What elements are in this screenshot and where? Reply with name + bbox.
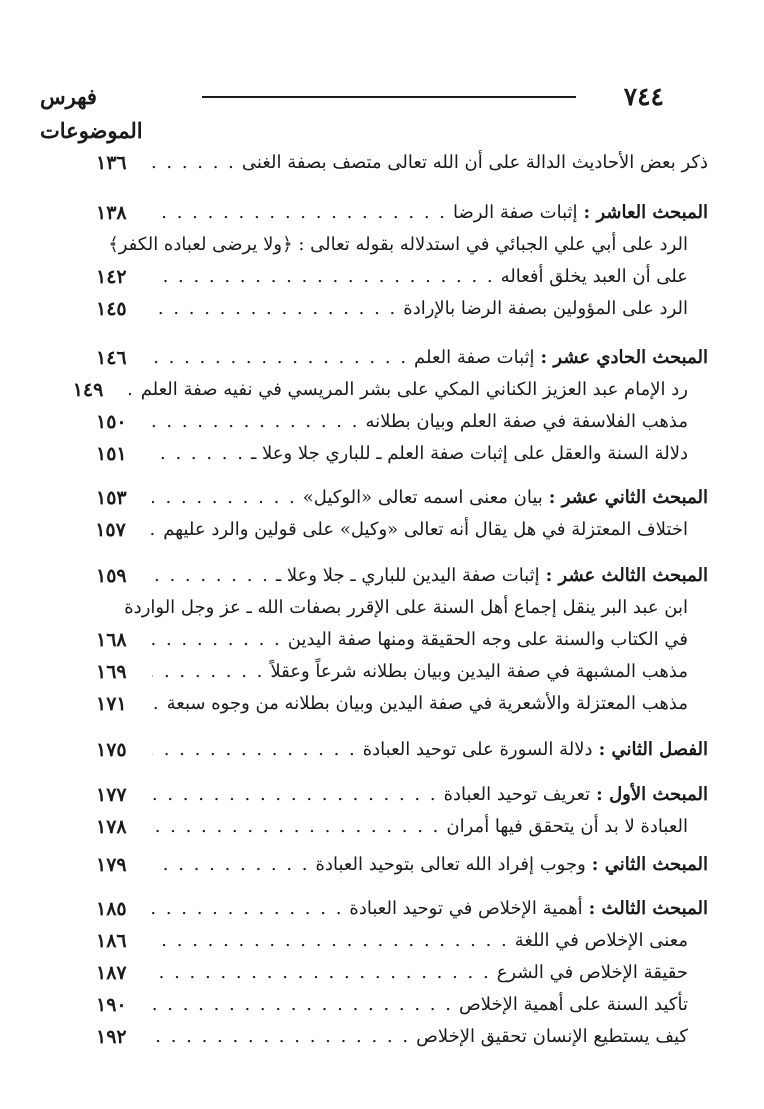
entry-page: ١٤٥ (96, 298, 127, 320)
entry-text: دلالة السورة على توحيد العبادة (362, 739, 593, 760)
dot-leader (152, 689, 167, 719)
dot-leader (152, 483, 303, 513)
toc-entry (96, 439, 688, 469)
toc-entry (96, 735, 708, 765)
entry-page: ١٧٧ (96, 784, 127, 806)
dot-leader (152, 262, 501, 292)
entry-text: أهمية الإخلاص في توحيد العبادة (349, 898, 583, 919)
toc-entry (96, 926, 688, 956)
dot-leader (152, 850, 316, 880)
dot-leader (152, 561, 276, 591)
entry-text: في الكتاب والسنة على وجه الحقيقة ومنها صفة اليدين (287, 629, 688, 650)
entry-text: العبادة لا بد أن يتحقق فيها أمران (446, 816, 688, 837)
section-title: المبحث الثالث عشر : (545, 565, 708, 586)
entry-page: ١٥٠ (96, 411, 127, 433)
dot-leader (152, 958, 497, 988)
entry-text: حقيقة الإخلاص في الشرع (496, 962, 688, 983)
entry-page: ١٧٥ (96, 739, 127, 761)
toc-entry (96, 515, 688, 545)
dot-leader (129, 375, 141, 405)
section-title: المبحث الثاني : (591, 854, 708, 875)
entry-page: ١٧٩ (96, 854, 127, 876)
toc-entry (96, 262, 688, 292)
dot-leader (152, 990, 459, 1020)
toc-entry (96, 894, 708, 924)
section-title: المبحث الثاني عشر : (548, 487, 708, 508)
entry-page: ١٩٠ (96, 994, 127, 1016)
running-title: فهرس الموضوعات (40, 84, 143, 143)
section-title: المبحث الأول : (596, 784, 708, 805)
entry-page: ١٧٨ (96, 816, 127, 838)
toc-entry (96, 958, 688, 988)
dot-leader (152, 343, 414, 373)
section-title: المبحث الحادي عشر : (540, 347, 708, 368)
dot-leader (152, 657, 270, 687)
toc-entry (96, 689, 688, 719)
entry-page: ١٨٦ (96, 930, 127, 952)
entry-text: ذكر بعض الأحاديث الدالة على أن الله تعالى متصف بصفة الغنى (241, 152, 708, 173)
toc-entry (96, 294, 688, 324)
toc-entry-line: الرد على أبي علي الجبائي في استدلاله بقوله تعالى : ﴿ولا يرضى لعباده الكفر﴾ (108, 234, 688, 255)
toc-entry (96, 198, 708, 228)
dot-leader (152, 294, 403, 324)
entry-text: إثبات صفة العلم (414, 347, 535, 368)
dot-leader (152, 894, 349, 924)
entry-text: تأكيد السنة على أهمية الإخلاص (458, 994, 688, 1015)
section-title: الفصل الثاني : (598, 739, 708, 760)
section-title: المبحث الثالث : (588, 898, 708, 919)
entry-page: ١٣٨ (96, 202, 127, 224)
dot-leader (152, 198, 453, 228)
entry-page: ١٨٧ (96, 962, 127, 984)
entry-page: ١٤٦ (96, 347, 127, 369)
page-number: ٧٤٤ (623, 82, 664, 111)
entry-page: ١٣٦ (96, 152, 127, 174)
toc-entry (72, 375, 688, 405)
entry-page: ١٦٨ (96, 629, 127, 651)
dot-leader (152, 407, 365, 437)
entry-text: وجوب إفراد الله تعالى بتوحيد العبادة (315, 854, 586, 875)
toc-entry (96, 1022, 688, 1052)
entry-text: كيف يستطيع الإنسان تحقيق الإخلاص (416, 1026, 688, 1047)
toc-entry (96, 625, 688, 655)
entry-text: مذهب الفلاسفة في صفة العلم وبيان بطلانه (365, 411, 688, 432)
toc-entry (96, 561, 708, 591)
entry-text: مذهب المعتزلة والأشعرية في صفة اليدين وبيان بطلانه من وجوه سبعة (166, 693, 688, 714)
toc-entry-line: ابن عبد البر ينقل إجماع أهل السنة على الإقرر بصفات الله ـ عز وجل الواردة (124, 597, 688, 618)
entry-text: إثبات صفة اليدين للباري ـ جلا وعلا ـ (275, 565, 540, 586)
entry-page: ١٥١ (96, 443, 127, 465)
entry-text: على أن العبد يخلق أفعاله (500, 266, 688, 287)
dot-leader (152, 148, 242, 178)
entry-page: ١٥٣ (96, 487, 127, 509)
entry-text: اختلاف المعتزلة في هل يقال أنه تعالى «وكيل» على قولين والرد عليهم (163, 519, 688, 540)
entry-text: بيان معنى اسمه تعالى «الوكيل» (302, 487, 543, 508)
entry-page: ١٨٥ (96, 898, 127, 920)
entry-text: معنى الإخلاص في اللغة (514, 930, 688, 951)
entry-page: ١٥٩ (96, 565, 127, 587)
toc-entry (96, 657, 688, 687)
toc-entry (96, 148, 708, 178)
entry-text: دلالة السنة والعقل على إثبات صفة العلم ـ للباري جلا وعلا ـ (250, 443, 688, 464)
entry-page: ١٥٧ (95, 519, 126, 541)
entry-text: رد الإمام عبد العزيز الكناني المكي على بشر المريسي في نفيه صفة العلم (140, 379, 688, 400)
dot-leader (151, 515, 163, 545)
header-rule (202, 96, 576, 98)
entry-page: ١٦٩ (96, 661, 127, 683)
entry-text: إثبات صفة الرضا (452, 202, 578, 223)
entry-text: الرد على المؤولين بصفة الرضا بالإرادة (403, 298, 688, 319)
dot-leader (152, 812, 446, 842)
dot-leader (152, 735, 363, 765)
entry-page: ١٧١ (96, 693, 127, 715)
dot-leader (152, 926, 515, 956)
toc-entry (96, 407, 688, 437)
toc-entry (96, 850, 708, 880)
toc-entry (96, 990, 688, 1020)
entry-page: ١٤٢ (96, 266, 127, 288)
dot-leader (152, 439, 251, 469)
entry-page: ١٤٩ (72, 379, 104, 401)
entry-text: تعريف توحيد العبادة (443, 784, 591, 805)
dot-leader (152, 780, 444, 810)
dot-leader (152, 625, 288, 655)
entry-text: مذهب المشبهة في صفة اليدين وبيان بطلانه شرعاً وعقلاً (270, 661, 688, 682)
toc-entry (96, 780, 708, 810)
toc-entry (96, 343, 708, 373)
dot-leader (152, 1022, 416, 1052)
section-title: المبحث العاشر : (583, 202, 708, 223)
toc-entry (96, 483, 708, 513)
toc-entry (96, 812, 688, 842)
entry-page: ١٩٢ (96, 1026, 127, 1048)
